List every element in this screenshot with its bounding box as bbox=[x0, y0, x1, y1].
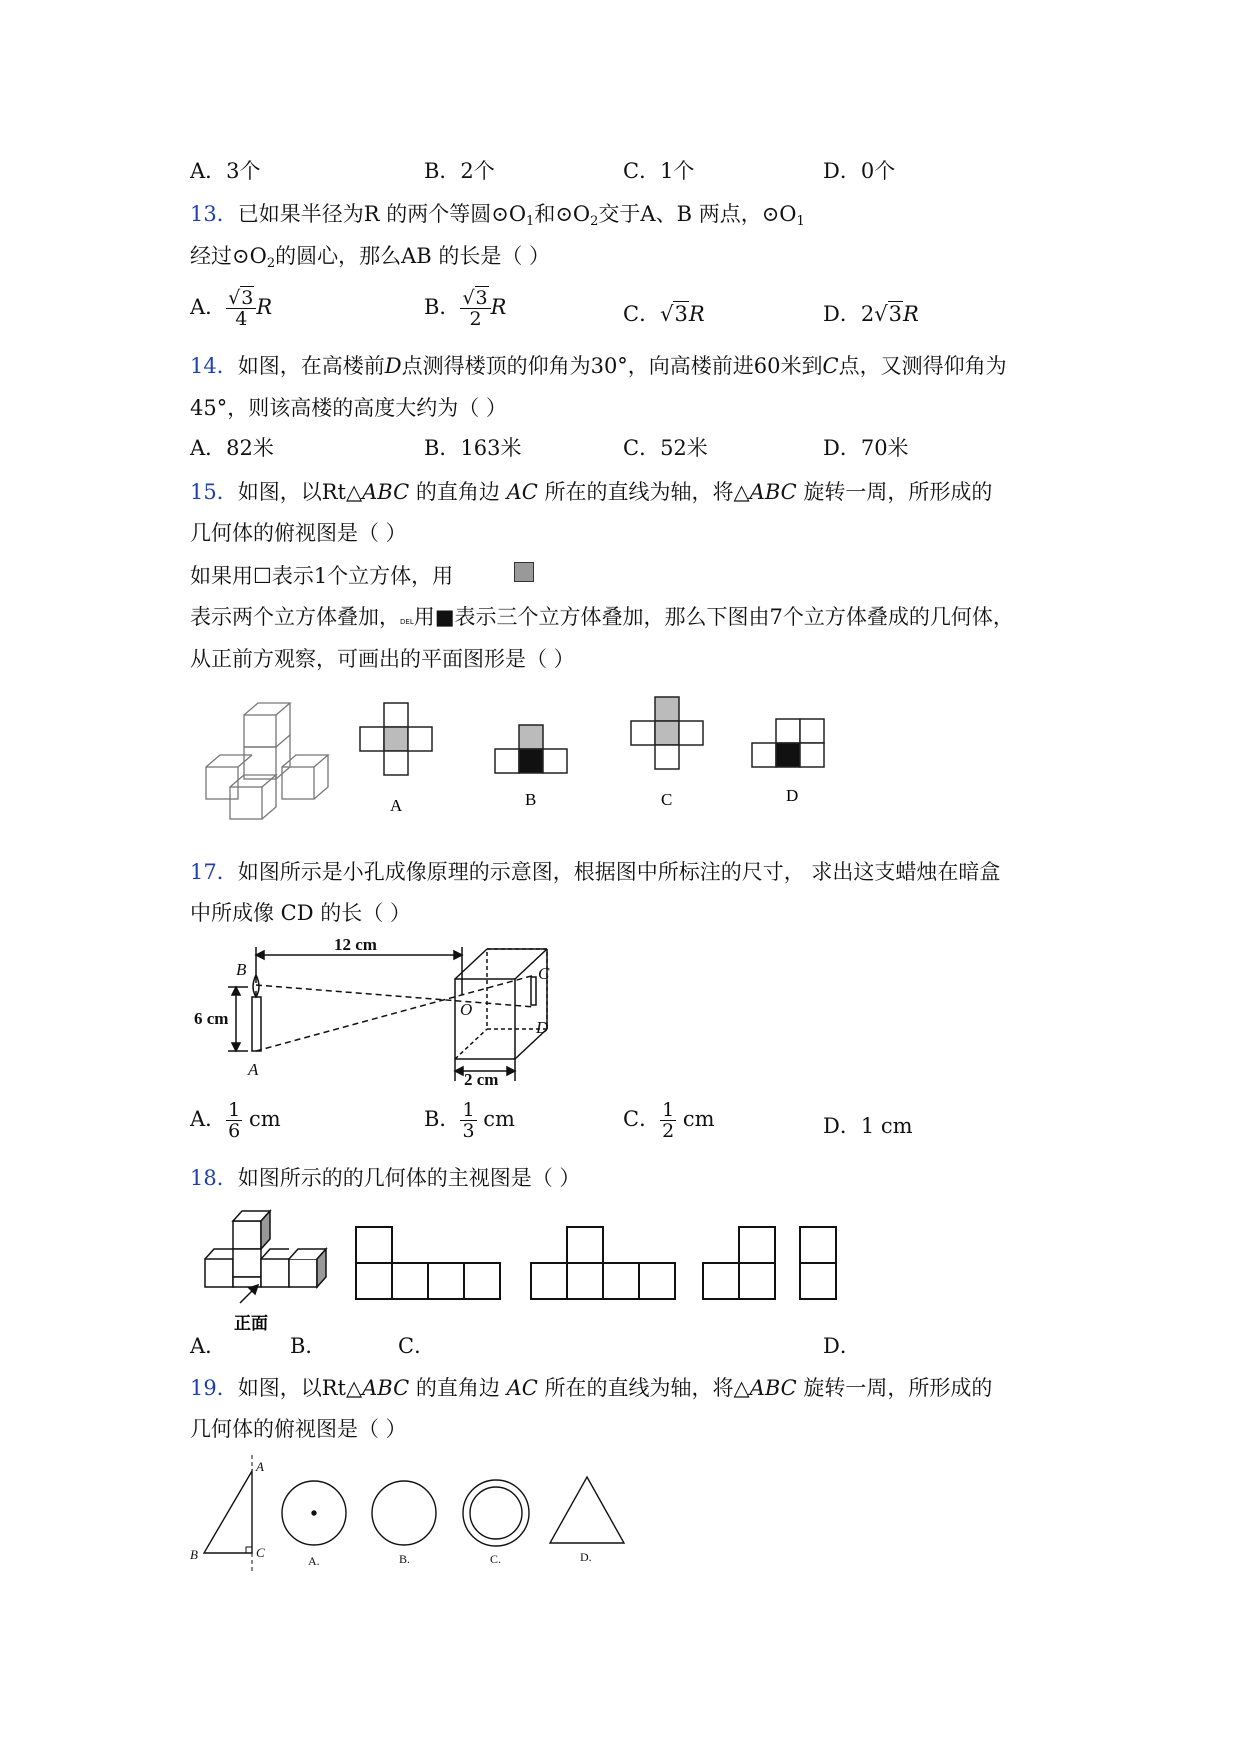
q16-text-b: 用■表示三个立方体叠加，那么下图由7个立方体叠成的几何体， bbox=[413, 605, 1014, 629]
q17-stem-line1 bbox=[190, 858, 1000, 886]
numerator: 1 bbox=[228, 1099, 241, 1121]
var-abc: ABC bbox=[362, 480, 410, 504]
q14-text-c: 点，又测得仰角为 bbox=[838, 354, 1007, 378]
q16-stem-line3: 从正前方观察，可画出的平面图形是（ ） bbox=[190, 647, 575, 671]
figure-label-a: A bbox=[390, 796, 403, 815]
var-d: D bbox=[384, 354, 402, 378]
q13-sub: 1 bbox=[796, 214, 805, 229]
fraction bbox=[660, 1100, 676, 1141]
label-12cm: 12 cm bbox=[334, 935, 377, 954]
q13-sub: 2 bbox=[590, 214, 599, 229]
q17-text: 如图所示是小孔成像原理的示意图，根据图中所标注的尺寸， 求出这支蜡烛在暗盒 bbox=[237, 860, 1001, 884]
figure-label-c: C bbox=[661, 790, 673, 809]
label-c: C bbox=[256, 1545, 265, 1560]
unit: cm bbox=[483, 1107, 515, 1131]
q19-option-b-figure[interactable] bbox=[372, 1481, 436, 1545]
var-c: C bbox=[822, 354, 839, 378]
q13-text-a: 已如果半径为R 的两个等圆⊙O bbox=[237, 202, 527, 226]
q13-text-b: 和⊙O bbox=[534, 202, 591, 226]
q12-option-b[interactable]: B．2个 bbox=[424, 159, 495, 183]
q18-option-c-figure[interactable] bbox=[703, 1227, 775, 1299]
radicand: 3 bbox=[241, 287, 254, 309]
q15-text-b: 的直角边 bbox=[415, 480, 500, 504]
q15-text-d: 旋转一周，所形成的 bbox=[803, 480, 993, 504]
option-c-figure[interactable] bbox=[631, 697, 703, 769]
label-6cm: 6 cm bbox=[194, 1009, 229, 1028]
q13-sub: 1 bbox=[526, 214, 535, 229]
option-prefix: A． bbox=[190, 295, 227, 319]
q17-number: 17． bbox=[190, 860, 238, 884]
denominator: 4 bbox=[235, 308, 248, 330]
option-label-c: C. bbox=[490, 1552, 502, 1566]
unit: cm bbox=[682, 1107, 715, 1131]
denominator: 3 bbox=[462, 1120, 475, 1142]
q14-option-a[interactable]: A．82米 bbox=[190, 436, 274, 460]
q13-option-a[interactable] bbox=[190, 288, 272, 329]
q18-option-a[interactable]: A． bbox=[190, 1334, 227, 1358]
option-prefix: A． bbox=[190, 1107, 227, 1131]
denominator: 2 bbox=[662, 1120, 675, 1142]
q18-option-b[interactable]: B． bbox=[290, 1334, 327, 1358]
numerator: 1 bbox=[662, 1099, 675, 1121]
option-a-figure[interactable] bbox=[360, 703, 432, 775]
option-label-a: A. bbox=[308, 1554, 320, 1568]
var-ac: AC bbox=[506, 1376, 538, 1400]
gray-square-icon bbox=[514, 562, 534, 582]
q19-text-d: 旋转一周，所形成的 bbox=[803, 1376, 993, 1400]
q13-option-b[interactable] bbox=[424, 288, 506, 329]
q14-number: 14． bbox=[190, 354, 238, 378]
label-a: A bbox=[248, 1060, 259, 1079]
var-ac: AC bbox=[506, 480, 538, 504]
q18-figure bbox=[200, 1205, 860, 1335]
unit: cm bbox=[248, 1107, 281, 1131]
q13-stem-line2 bbox=[190, 242, 550, 278]
q16-stem-line2 bbox=[190, 603, 1014, 636]
var-abc: ABC bbox=[749, 480, 797, 504]
q19-text-c: 所在的直线为轴，将△ bbox=[544, 1376, 750, 1400]
q17-option-b[interactable] bbox=[424, 1100, 515, 1141]
q15-text-c: 所在的直线为轴，将△ bbox=[544, 480, 750, 504]
q12-option-c[interactable]: C．1个 bbox=[623, 159, 695, 183]
q13-text-c: 交于A、B 两点，⊙O bbox=[598, 202, 797, 226]
var-abc: ABC bbox=[362, 1376, 410, 1400]
q13-text-e: 的圆心，那么AB 的长是（ ） bbox=[275, 244, 551, 268]
radicand: 3 bbox=[475, 287, 488, 309]
q18-option-d[interactable]: D． bbox=[823, 1334, 861, 1358]
option-label-b: B. bbox=[399, 1552, 411, 1566]
q13-sub: 2 bbox=[266, 256, 276, 271]
pinhole-figure bbox=[190, 935, 590, 1085]
option-prefix: C． bbox=[623, 302, 661, 326]
figure-label-d: D bbox=[786, 786, 799, 805]
label-d: D bbox=[536, 1018, 549, 1037]
solid-icon bbox=[205, 1211, 326, 1303]
q13-number: 13． bbox=[190, 202, 238, 226]
fraction bbox=[226, 1100, 242, 1141]
var-r: R bbox=[902, 302, 919, 326]
q19-option-c-figure[interactable] bbox=[463, 1480, 529, 1546]
radicand: 3 bbox=[888, 302, 902, 326]
q19-number: 19． bbox=[190, 1376, 238, 1400]
option-prefix: C． bbox=[623, 1107, 661, 1131]
front-label: 正面 bbox=[234, 1314, 268, 1333]
q14-option-b[interactable]: B．163米 bbox=[424, 436, 522, 460]
q18-option-a-figure[interactable] bbox=[356, 1227, 500, 1299]
q18-stem bbox=[190, 1164, 580, 1192]
q18-option-c[interactable]: C． bbox=[398, 1334, 436, 1358]
label-o: O bbox=[460, 1000, 473, 1019]
q15-stem-line2: 几何体的俯视图是（ ） bbox=[190, 521, 407, 545]
label-2cm: 2 cm bbox=[464, 1070, 499, 1085]
q18-option-d-figure[interactable] bbox=[800, 1227, 836, 1299]
q16-figure bbox=[190, 695, 890, 830]
label-a: A bbox=[256, 1459, 264, 1474]
q12-option-d[interactable]: D．0个 bbox=[823, 159, 896, 183]
label-c: C bbox=[538, 964, 550, 983]
option-d-figure[interactable] bbox=[752, 719, 824, 767]
q13-option-d[interactable]: D．2√3R bbox=[823, 302, 919, 326]
q17-stem-line2: 中所成像 CD 的长（ ） bbox=[190, 901, 411, 925]
label-b: B bbox=[236, 960, 247, 979]
numerator: 1 bbox=[462, 1099, 475, 1121]
q19-text-a: 如图，以Rt△ bbox=[237, 1376, 363, 1400]
q17-option-c[interactable] bbox=[623, 1100, 715, 1141]
cube-stack-icon bbox=[206, 703, 328, 819]
q19-stem-line2: 几何体的俯视图是（ ） bbox=[190, 1417, 407, 1441]
q17-option-a[interactable] bbox=[190, 1100, 281, 1141]
q15-stem-line1 bbox=[190, 478, 992, 506]
denominator: 2 bbox=[469, 308, 482, 330]
q16-stem-line1: 如果用☐表示1个立方体，用 bbox=[190, 564, 454, 588]
q12-option-a[interactable]: A．3个 bbox=[190, 159, 261, 183]
var-abc: ABC bbox=[749, 1376, 797, 1400]
q14-text-b: 点测得楼顶的仰角为30°，向高楼前进60米到 bbox=[401, 354, 823, 378]
q16-text-a: 表示两个立方体叠加， bbox=[190, 605, 400, 629]
q14-option-c[interactable]: C．52米 bbox=[623, 436, 708, 460]
radicand: 3 bbox=[674, 302, 688, 326]
q18-number: 18． bbox=[190, 1166, 238, 1190]
option-prefix: D． bbox=[823, 302, 861, 326]
q15-number: 15． bbox=[190, 480, 238, 504]
q14-stem-line2: 45°，则该高楼的高度大约为（ ） bbox=[190, 396, 507, 420]
q13-text-d: 经过⊙O bbox=[190, 244, 267, 268]
q19-stem-line1 bbox=[190, 1374, 992, 1402]
fraction: $\frac{√3}{2}$ bbox=[460, 288, 490, 329]
label-b: B bbox=[190, 1547, 198, 1562]
var-r: R bbox=[490, 295, 507, 319]
denominator: 6 bbox=[228, 1120, 241, 1142]
var-r: R bbox=[256, 295, 273, 319]
q18-option-b-figure[interactable] bbox=[531, 1227, 675, 1299]
q14-text-a: 如图，在高楼前 bbox=[237, 354, 385, 378]
option-prefix: B． bbox=[424, 1107, 461, 1131]
q19-text-b: 的直角边 bbox=[415, 1376, 500, 1400]
q15-text-a: 如图，以Rt△ bbox=[237, 480, 363, 504]
q17-option-d[interactable]: D．1 cm bbox=[823, 1114, 913, 1138]
del-mark: DEL bbox=[400, 618, 414, 626]
fraction bbox=[460, 1100, 476, 1141]
q14-option-d[interactable]: D．70米 bbox=[823, 436, 909, 460]
option-b-figure[interactable] bbox=[495, 725, 567, 773]
q18-text: 如图所示的的几何体的主视图是（ ） bbox=[237, 1166, 581, 1190]
fraction: $\frac{√3}{4}$ bbox=[226, 288, 256, 329]
coefficient: 2 bbox=[860, 302, 875, 326]
option-prefix: B． bbox=[424, 295, 461, 319]
option-label-d: D. bbox=[580, 1550, 592, 1564]
figure-label-b: B bbox=[525, 790, 537, 809]
q13-stem-line1 bbox=[190, 200, 805, 236]
q14-stem-line1 bbox=[190, 352, 1007, 380]
var-r: R bbox=[688, 302, 705, 326]
q19-option-d-figure[interactable] bbox=[550, 1477, 624, 1543]
q13-option-c[interactable]: C．√3R bbox=[623, 302, 705, 326]
q19-figure bbox=[186, 1455, 636, 1575]
